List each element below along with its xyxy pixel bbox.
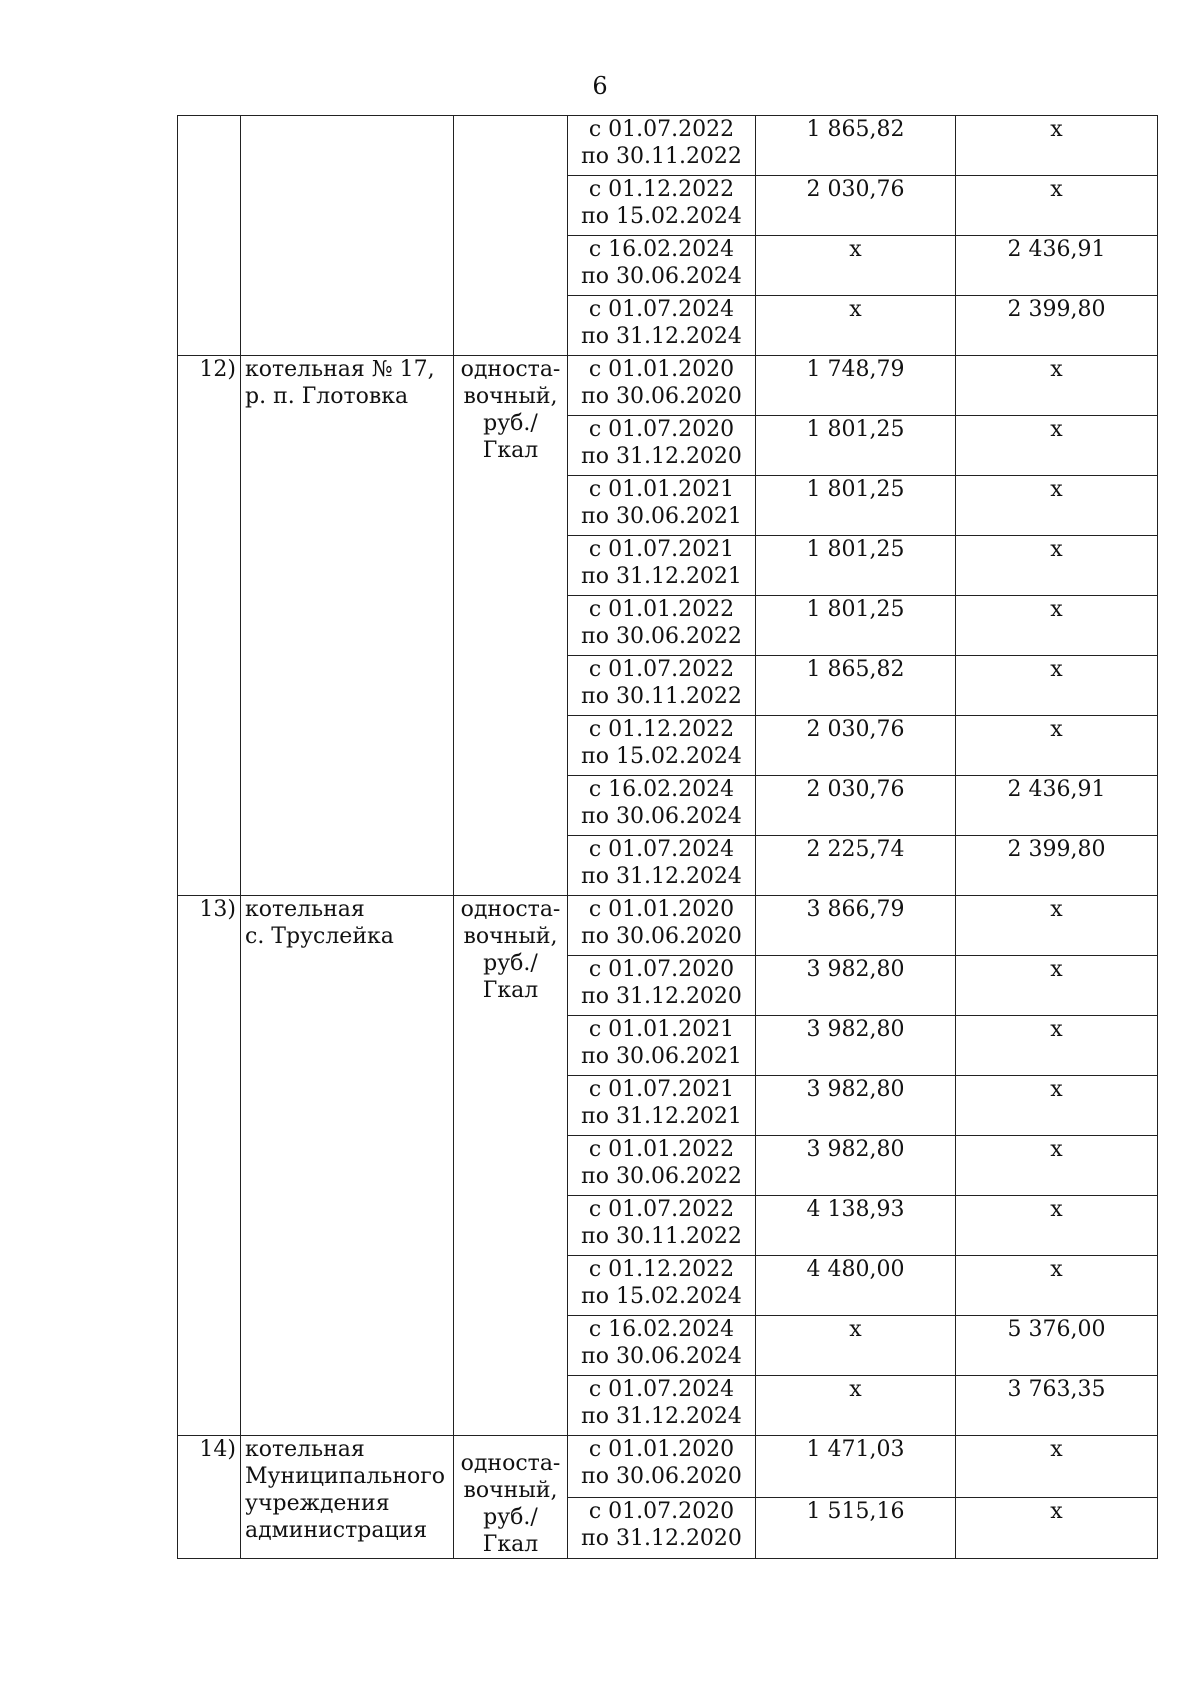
period-cell (568, 956, 756, 1016)
item-number: 13) (199, 897, 236, 922)
period-from: с 01.01.2020 (588, 1437, 735, 1462)
period-cell (568, 536, 756, 596)
tariff-value-vat-cell: 2 399,80 (956, 836, 1158, 896)
boiler-name-line: котельная (245, 1437, 365, 1462)
period-to: по 15.02.2024 (581, 204, 742, 229)
tariff-value-vat-cell: х (956, 1436, 1158, 1498)
period-cell (568, 776, 756, 836)
tariff-value-vat-cell: х (956, 596, 1158, 656)
period-to: по 31.12.2024 (581, 864, 742, 889)
tariff-type-line: односта- (460, 357, 561, 382)
boiler-name-cell (241, 356, 454, 896)
period-to: по 30.06.2020 (581, 1464, 742, 1489)
tariff-value-cell: 3 982,80 (756, 1076, 956, 1136)
tariff-table-body (178, 116, 1158, 1559)
period-to: по 30.11.2022 (581, 144, 742, 169)
period-cell (568, 1196, 756, 1256)
period-to: по 30.06.2022 (581, 624, 742, 649)
tariff-value-vat-cell: х (956, 956, 1158, 1016)
tariff-value-vat-cell: х (956, 116, 1158, 176)
tariff-value-cell: 2 030,76 (756, 176, 956, 236)
period-to: по 31.12.2020 (581, 984, 742, 1009)
period-from: с 16.02.2024 (588, 1317, 735, 1342)
tariff-value-cell: х (756, 1376, 956, 1436)
period-to: по 15.02.2024 (581, 744, 742, 769)
period-from: с 01.01.2022 (588, 597, 735, 622)
tariff-value-vat-cell: х (956, 1076, 1158, 1136)
period-from: с 01.12.2022 (588, 717, 735, 742)
period-to: по 31.12.2021 (581, 564, 742, 589)
tariff-value-cell: 4 138,93 (756, 1196, 956, 1256)
period-from: с 01.01.2020 (588, 897, 735, 922)
period-to: по 30.06.2024 (581, 264, 742, 289)
tariff-type-line: вочный, (463, 1478, 558, 1503)
tariff-value-cell: х (756, 236, 956, 296)
tariff-value-cell: 1 471,03 (756, 1436, 956, 1498)
period-from: с 01.01.2022 (588, 1137, 735, 1162)
tariff-value-vat-cell: 5 376,00 (956, 1316, 1158, 1376)
period-cell (568, 476, 756, 536)
tariff-value-cell: 3 982,80 (756, 1136, 956, 1196)
period-to: по 30.11.2022 (581, 1224, 742, 1249)
tariff-value-vat-cell: 2 399,80 (956, 296, 1158, 356)
tariff-value-vat-cell: х (956, 896, 1158, 956)
period-cell (568, 896, 756, 956)
period-from: с 01.07.2020 (588, 1498, 735, 1524)
tariff-value-cell: 3 982,80 (756, 1016, 956, 1076)
boiler-name-cell (241, 116, 454, 356)
tariff-value-vat-cell: 2 436,91 (956, 776, 1158, 836)
period-cell (568, 1316, 756, 1376)
period-cell (568, 656, 756, 716)
period-from: с 01.07.2024 (588, 837, 735, 862)
tariff-value-cell: 3 982,80 (756, 956, 956, 1016)
tariff-value-cell: 1 801,25 (756, 596, 956, 656)
period-to: по 31.12.2024 (581, 324, 742, 349)
table-row (178, 116, 1158, 176)
tariff-type-line: руб./Гкал (482, 951, 539, 1003)
tariff-value-cell: 1 801,25 (756, 536, 956, 596)
period-cell (568, 836, 756, 896)
period-to: по 30.11.2022 (581, 684, 742, 709)
tariff-table (177, 115, 1158, 1559)
tariff-value-vat-cell: х (956, 1136, 1158, 1196)
period-cell (568, 356, 756, 416)
period-cell (568, 1497, 756, 1559)
boiler-name-line: р. п. Глотовка (245, 384, 409, 409)
period-to: по 31.12.2020 (581, 444, 742, 469)
tariff-value-vat-cell: х (956, 356, 1158, 416)
period-to: по 30.06.2022 (581, 1164, 742, 1189)
boiler-name-line: котельная № 17, (245, 357, 435, 382)
period-from: с 01.01.2021 (588, 477, 735, 502)
item-number: 14) (199, 1437, 236, 1462)
tariff-value-cell: 1 515,16 (756, 1497, 956, 1559)
period-cell (568, 236, 756, 296)
tariff-value-vat-cell: х (956, 176, 1158, 236)
tariff-value-cell: 1 865,82 (756, 656, 956, 716)
period-to: по 31.12.2024 (581, 1404, 742, 1429)
period-to: по 30.06.2024 (581, 1344, 742, 1369)
tariff-type-cell (454, 896, 568, 1436)
boiler-name-line: учреждения (245, 1491, 390, 1516)
tariff-type-cell (454, 116, 568, 356)
tariff-value-vat-cell: 2 436,91 (956, 236, 1158, 296)
period-from: с 01.07.2022 (588, 117, 735, 142)
tariff-value-cell: 2 225,74 (756, 836, 956, 896)
period-cell (568, 716, 756, 776)
tariff-value-vat-cell: 3 763,35 (956, 1376, 1158, 1436)
period-cell (568, 296, 756, 356)
page-number: 6 (592, 72, 608, 100)
tariff-type-line: односта- (460, 897, 561, 922)
tariff-value-cell: х (756, 296, 956, 356)
tariff-value-vat-cell: х (956, 476, 1158, 536)
period-to: по 31.12.2020 (581, 1525, 742, 1551)
period-from: с 16.02.2024 (588, 777, 735, 802)
tariff-type-cell (454, 356, 568, 896)
tariff-value-cell: 1 748,79 (756, 356, 956, 416)
tariff-value-vat-cell: х (956, 1016, 1158, 1076)
period-cell (568, 176, 756, 236)
period-from: с 01.07.2024 (588, 297, 735, 322)
period-from: с 01.07.2022 (588, 1197, 735, 1222)
tariff-value-cell: х (756, 1316, 956, 1376)
period-from: с 01.01.2020 (588, 357, 735, 382)
period-from: с 01.07.2020 (588, 417, 735, 442)
period-cell (568, 1436, 756, 1498)
period-cell (568, 1016, 756, 1076)
period-cell (568, 1076, 756, 1136)
period-from: с 01.01.2021 (588, 1017, 735, 1042)
period-to: по 31.12.2021 (581, 1104, 742, 1129)
tariff-value-vat-cell: х (956, 1497, 1158, 1559)
boiler-name-cell (241, 896, 454, 1436)
tariff-value-vat-cell: х (956, 1196, 1158, 1256)
tariff-value-cell: 1 865,82 (756, 116, 956, 176)
tariff-value-cell: 2 030,76 (756, 716, 956, 776)
item-number-cell (178, 896, 241, 1436)
period-cell (568, 116, 756, 176)
tariff-value-vat-cell: х (956, 716, 1158, 776)
tariff-value-cell: 2 030,76 (756, 776, 956, 836)
tariff-value-vat-cell: х (956, 1256, 1158, 1316)
boiler-name-line: администрация (245, 1518, 428, 1543)
item-number-cell (178, 356, 241, 896)
period-cell (568, 1256, 756, 1316)
table-row (178, 896, 1158, 956)
table-row (178, 1436, 1158, 1498)
tariff-type-line: руб./Гкал (482, 1505, 539, 1557)
tariff-value-vat-cell: х (956, 536, 1158, 596)
period-from: с 01.07.2024 (588, 1377, 735, 1402)
period-to: по 15.02.2024 (581, 1284, 742, 1309)
tariff-value-vat-cell: х (956, 416, 1158, 476)
tariff-value-cell: 4 480,00 (756, 1256, 956, 1316)
period-to: по 30.06.2020 (581, 924, 742, 949)
period-from: с 16.02.2024 (588, 237, 735, 262)
tariff-value-cell: 3 866,79 (756, 896, 956, 956)
item-number-cell (178, 1436, 241, 1559)
period-from: с 01.07.2021 (588, 1077, 735, 1102)
period-to: по 30.06.2021 (581, 1044, 742, 1069)
tariff-value-vat-cell: х (956, 656, 1158, 716)
period-to: по 30.06.2021 (581, 504, 742, 529)
period-cell (568, 1376, 756, 1436)
period-to: по 30.06.2020 (581, 384, 742, 409)
item-number: 12) (199, 357, 236, 382)
period-cell (568, 1136, 756, 1196)
tariff-type-line: руб./Гкал (482, 411, 539, 463)
boiler-name-cell (241, 1436, 454, 1559)
tariff-value-cell: 1 801,25 (756, 476, 956, 536)
period-from: с 01.12.2022 (588, 177, 735, 202)
table-row (178, 356, 1158, 416)
tariff-type-line: односта- (460, 1451, 561, 1476)
tariff-type-line: вочный, (463, 924, 558, 949)
period-cell (568, 596, 756, 656)
boiler-name-line: котельная (245, 897, 365, 922)
tariff-type-cell (454, 1436, 568, 1559)
period-from: с 01.07.2020 (588, 957, 735, 982)
boiler-name-line: с. Труслейка (245, 924, 394, 949)
period-from: с 01.07.2022 (588, 657, 735, 682)
period-to: по 30.06.2024 (581, 804, 742, 829)
period-from: с 01.12.2022 (588, 1257, 735, 1282)
period-from: с 01.07.2021 (588, 537, 735, 562)
tariff-value-cell: 1 801,25 (756, 416, 956, 476)
period-cell (568, 416, 756, 476)
item-number-cell (178, 116, 241, 356)
boiler-name-line: Муниципального (245, 1464, 446, 1489)
tariff-type-line: вочный, (463, 384, 558, 409)
